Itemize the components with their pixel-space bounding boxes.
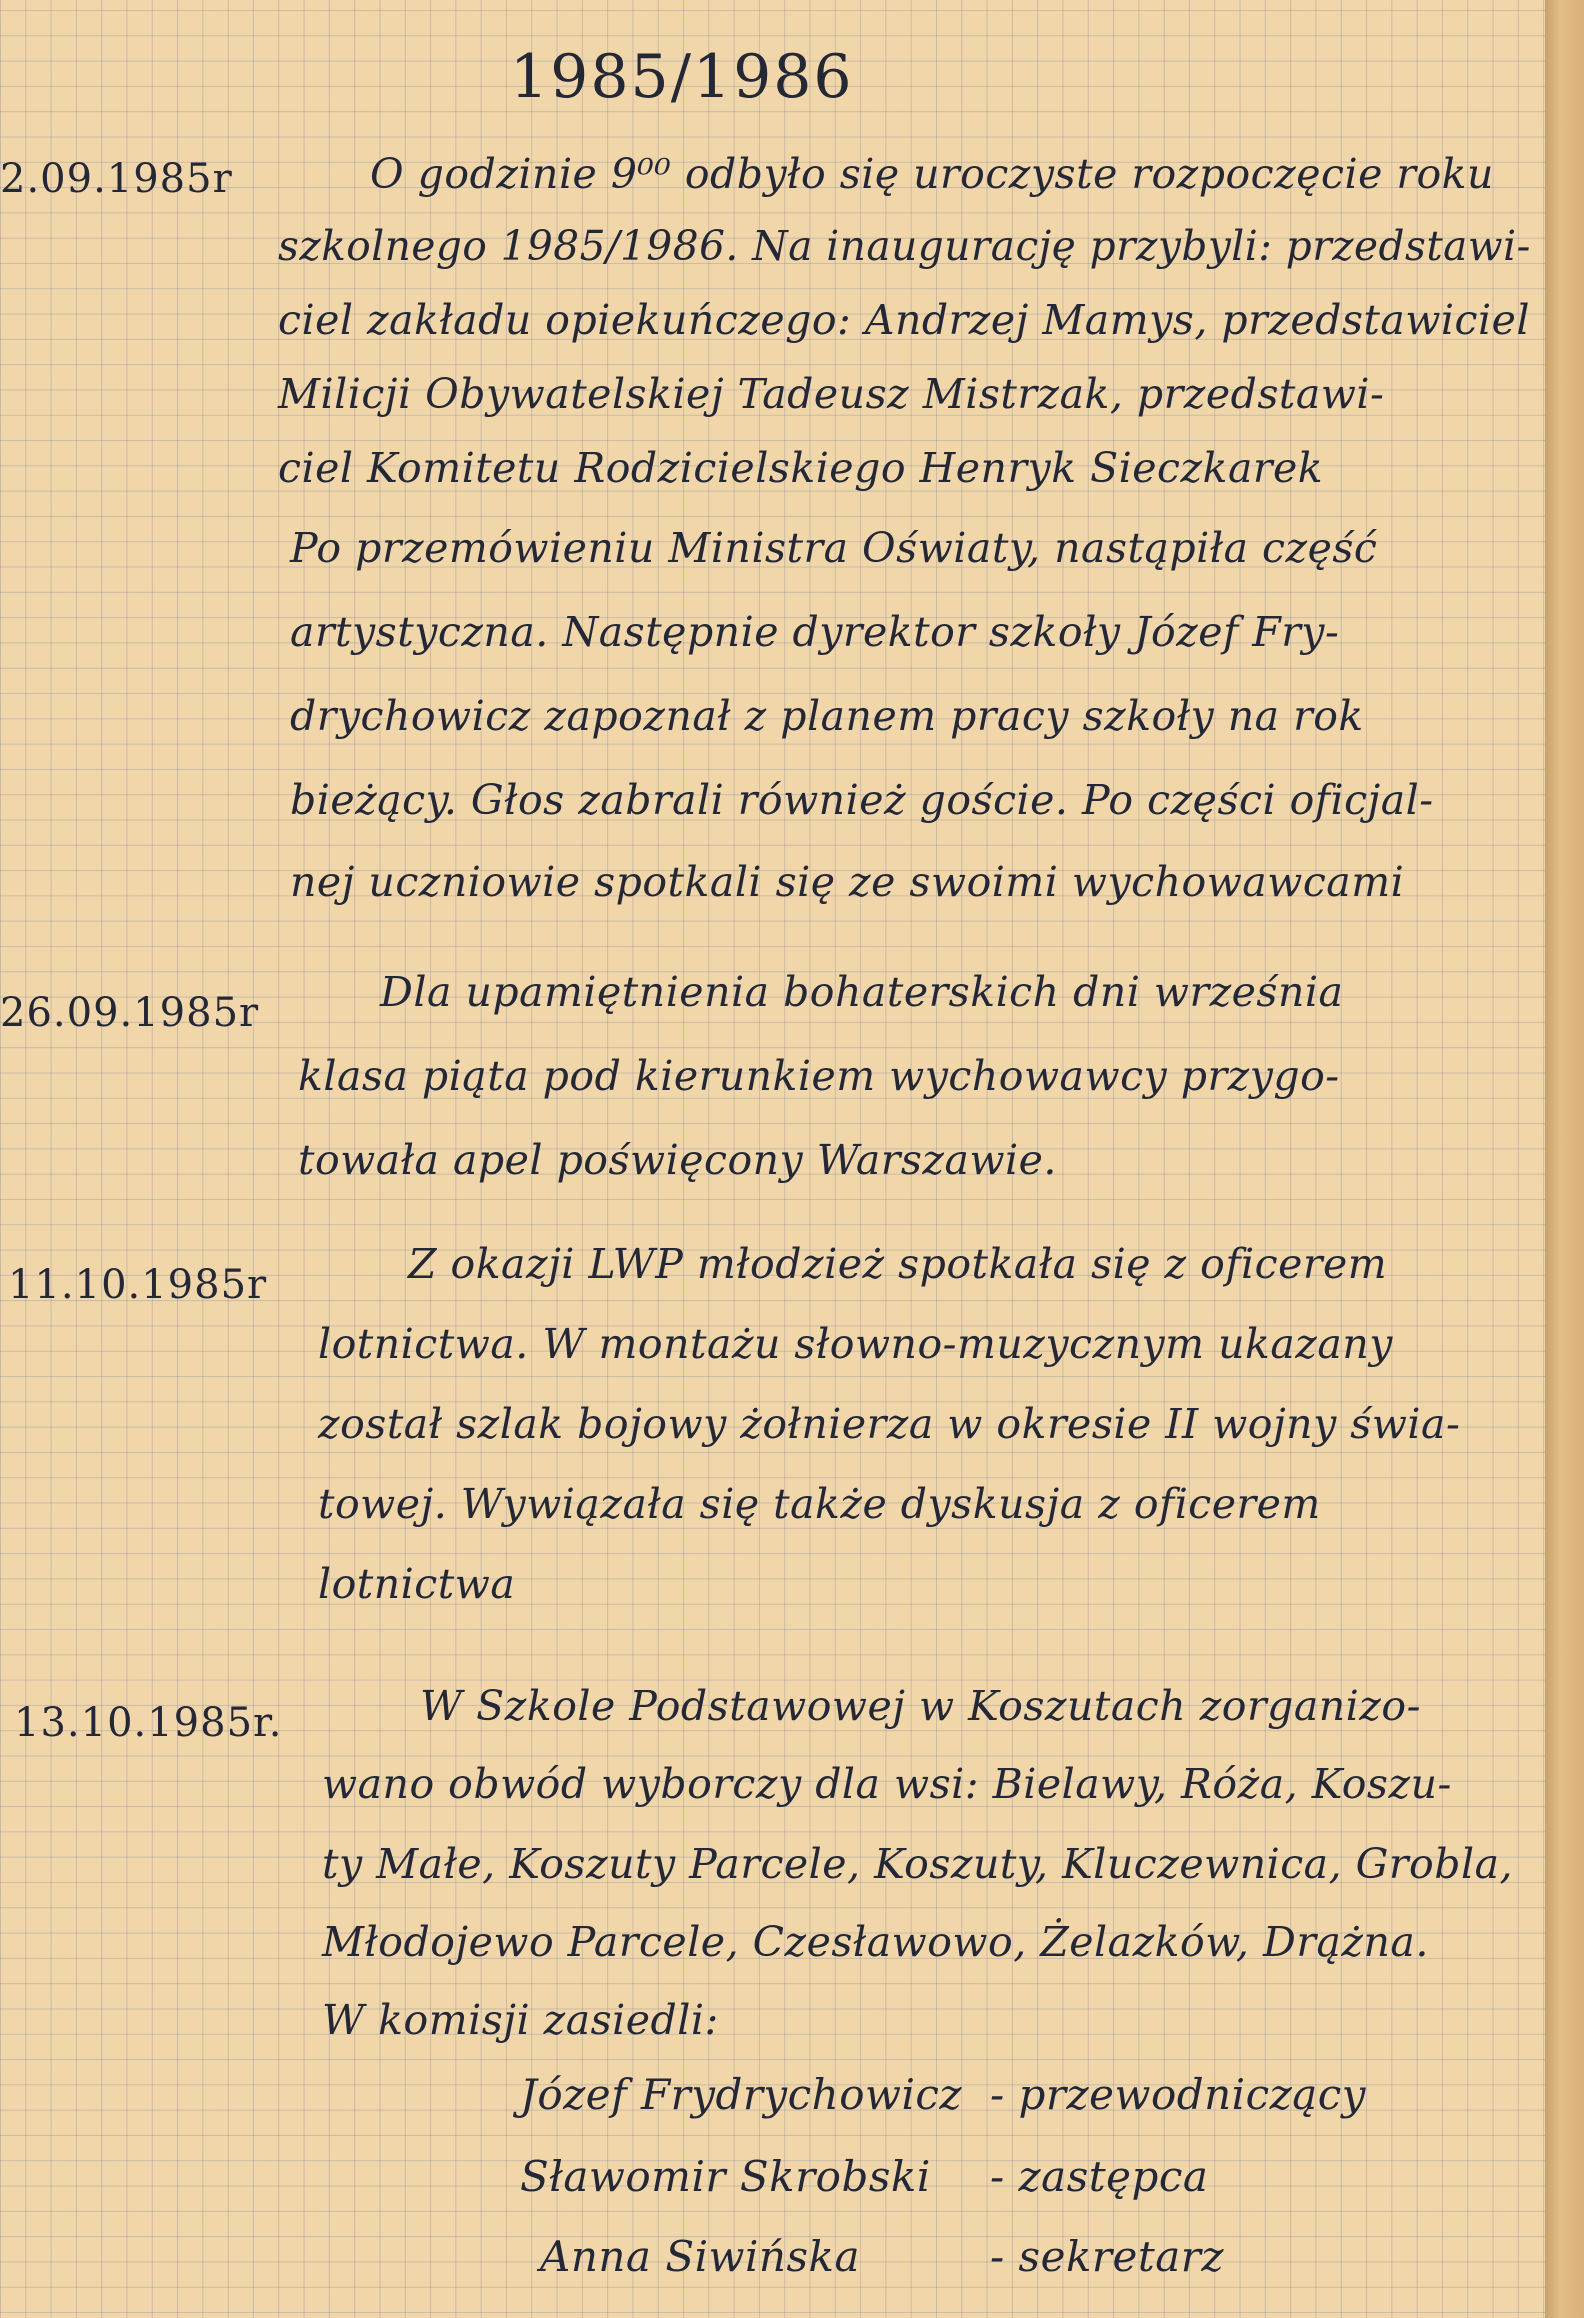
entry-line: W komisji zasiedli: (322, 1996, 719, 2044)
entry-line: W Szkole Podstawowej w Koszutach zorganizo- (420, 1682, 1421, 1730)
entry-line: towała apel poświęcony Warszawie. (298, 1136, 1057, 1184)
entry-line: towej. Wywiązała się także dyskusja z oficerem (318, 1480, 1321, 1528)
entry-line: Młodojewo Parcele, Czesławowo, Żelazków, Drążna. (322, 1918, 1429, 1966)
entry-line: Dla upamiętnienia bohaterskich dni września (380, 968, 1344, 1016)
entry-line: klasa piąta pod kierunkiem wychowawcy przygo- (298, 1052, 1340, 1100)
commission-member-role: - sekretarz (990, 2232, 1224, 2281)
commission-member-name: Józef Frydrychowicz (520, 2070, 963, 2119)
entry-line: lotnictwa. W montażu słowno-muzycznym ukazany (318, 1320, 1393, 1368)
entry-line: ciel zakładu opiekuńczego: Andrzej Mamys, przedstawiciel (278, 296, 1530, 344)
entry-line: Milicji Obywatelskiej Tadeusz Mistrzak, przedstawi- (278, 370, 1385, 418)
entry-line: bieżący. Głos zabrali również goście. Po części oficjal- (290, 776, 1434, 824)
entry-line: Po przemówieniu Ministra Oświaty, nastąpiła część (290, 524, 1378, 572)
entry-date: 2.09.1985r (0, 156, 233, 202)
entry-line: szkolnego 1985/1986. Na inaugurację przybyli: przedstawi- (278, 222, 1531, 270)
commission-member-name: Anna Siwińska (540, 2232, 861, 2281)
entry-line: drychowicz zapoznał z planem pracy szkoły na rok (290, 692, 1364, 740)
commission-member-name: Sławomir Skrobski (520, 2152, 931, 2201)
entry-line: artystyczna. Następnie dyrektor szkoły Józef Fry- (290, 608, 1340, 656)
entry-line: O godzinie 9⁰⁰ odbyło się uroczyste rozpoczęcie roku (370, 150, 1494, 198)
entry-date: 11.10.1985r (8, 1262, 268, 1308)
commission-member-role: - przewodniczący (990, 2070, 1367, 2119)
entry-line: ty Małe, Koszuty Parcele, Koszuty, Kluczewnica, Grobla, (322, 1840, 1514, 1888)
entry-line: lotnictwa (318, 1560, 516, 1608)
entry-line: Z okazji LWP młodzież spotkała się z oficerem (408, 1240, 1388, 1288)
page-title: 1985/1986 (510, 42, 854, 112)
entry-date: 26.09.1985r (0, 990, 260, 1036)
entry-line: ciel Komitetu Rodzicielskiego Henryk Sieczkarek (278, 444, 1324, 492)
entry-line: wano obwód wyborczy dla wsi: Bielawy, Róża, Koszu- (322, 1760, 1452, 1808)
entry-date: 13.10.1985r. (14, 1700, 283, 1746)
page-edge (1545, 0, 1584, 2318)
entry-line: został szlak bojowy żołnierza w okresie II wojny świa- (318, 1400, 1461, 1448)
entry-line: nej uczniowie spotkali się ze swoimi wychowawcami (290, 858, 1405, 906)
commission-member-role: - zastępca (990, 2152, 1209, 2201)
